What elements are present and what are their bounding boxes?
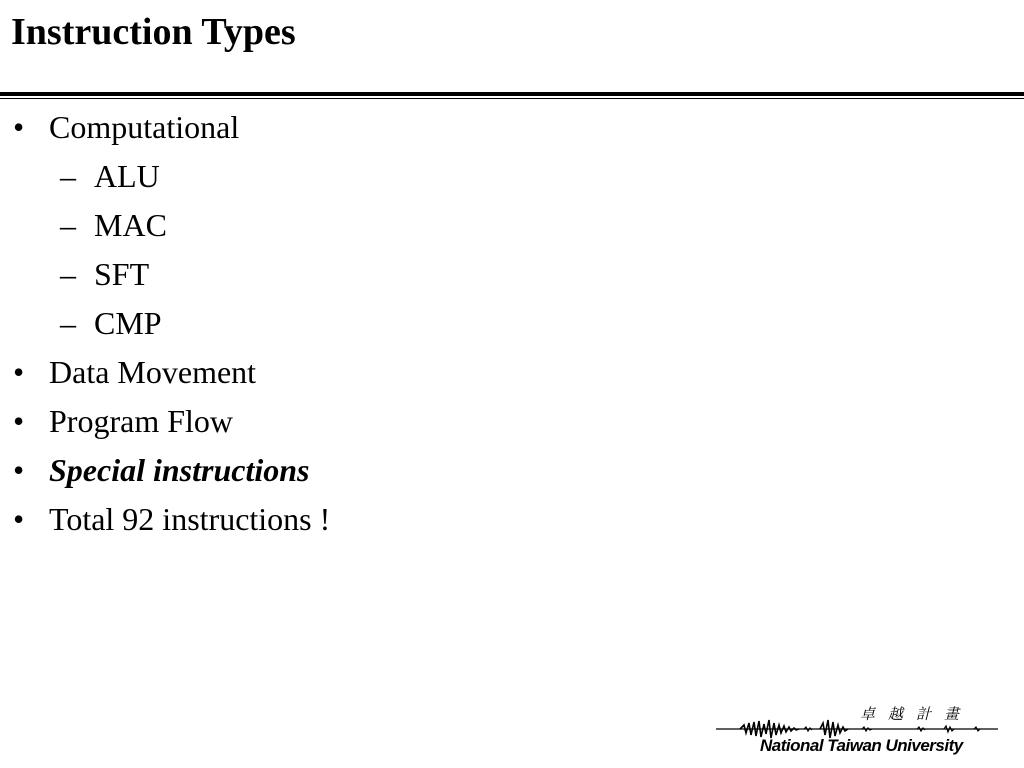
list-item-text-emphasized: Special instructions <box>49 452 310 488</box>
sub-list-item-text: MAC <box>94 207 167 243</box>
bullet-marker: • <box>13 452 25 488</box>
dash-marker: – <box>60 158 76 194</box>
sub-list-item-text: ALU <box>94 158 160 194</box>
sub-list-item-text: CMP <box>94 305 162 341</box>
dash-marker: – <box>60 207 76 243</box>
bullet-marker: • <box>13 109 25 145</box>
slide-title: Instruction Types <box>11 11 296 53</box>
bullet-marker: • <box>13 403 25 439</box>
logo-english-text: National Taiwan University <box>760 736 963 755</box>
dash-marker: – <box>60 305 76 341</box>
sub-list-item-text: SFT <box>94 256 150 292</box>
dash-marker: – <box>60 256 76 292</box>
bullet-marker: • <box>13 501 25 537</box>
list-item-text: Data Movement <box>49 354 257 390</box>
list-item-text: Total 92 instructions ! <box>49 501 331 537</box>
title-divider <box>0 92 1024 99</box>
bullet-marker: • <box>13 354 25 390</box>
list-item-text: Program Flow <box>49 403 233 439</box>
list-item-text: Computational <box>49 109 240 145</box>
logo-chinese-text: 卓越計畫 <box>860 705 973 723</box>
ntu-logo <box>712 702 1002 762</box>
